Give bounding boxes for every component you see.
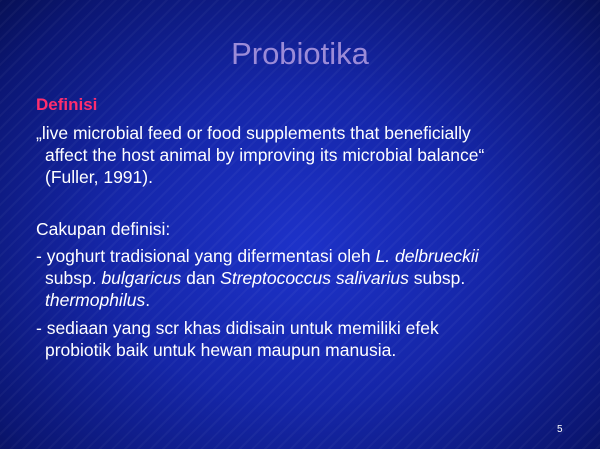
quote-citation: (Fuller, 1991). bbox=[45, 167, 153, 187]
item-line: probiotik baik untuk hewan maupun manusia. bbox=[45, 340, 397, 360]
scope-label: Cakupan definisi: bbox=[36, 219, 171, 239]
species-name: L. delbrueckii bbox=[375, 246, 479, 266]
quote-line: affect the host animal by improving its microbial balance“ bbox=[45, 145, 485, 165]
item-text: - yoghurt tradisional yang difermentasi oleh bbox=[36, 246, 376, 266]
page-number: 5 bbox=[557, 424, 563, 435]
item-line bbox=[36, 267, 576, 289]
item-line: - sediaan yang scr khas didisain untuk memiliki efek bbox=[36, 318, 439, 338]
subspecies-name: bulgaricus bbox=[101, 268, 182, 288]
scope-item-preparation bbox=[36, 317, 576, 361]
subspecies-name: thermophilus bbox=[45, 290, 146, 310]
item-text: subsp. bbox=[45, 268, 102, 288]
item-text: subsp. bbox=[408, 268, 466, 288]
item-text: . bbox=[145, 290, 151, 310]
quote-line: „live microbial feed or food supplements that beneficially bbox=[36, 123, 471, 143]
item-text: dan bbox=[181, 268, 221, 288]
item-line bbox=[36, 245, 576, 267]
definition-quote bbox=[36, 122, 576, 188]
species-name: Streptococcus salivarius bbox=[220, 268, 409, 288]
section-heading: Definisi bbox=[36, 95, 98, 114]
slide-title: Probiotika bbox=[231, 36, 369, 71]
scope-item-yoghurt bbox=[36, 245, 576, 311]
item-line bbox=[36, 289, 576, 311]
